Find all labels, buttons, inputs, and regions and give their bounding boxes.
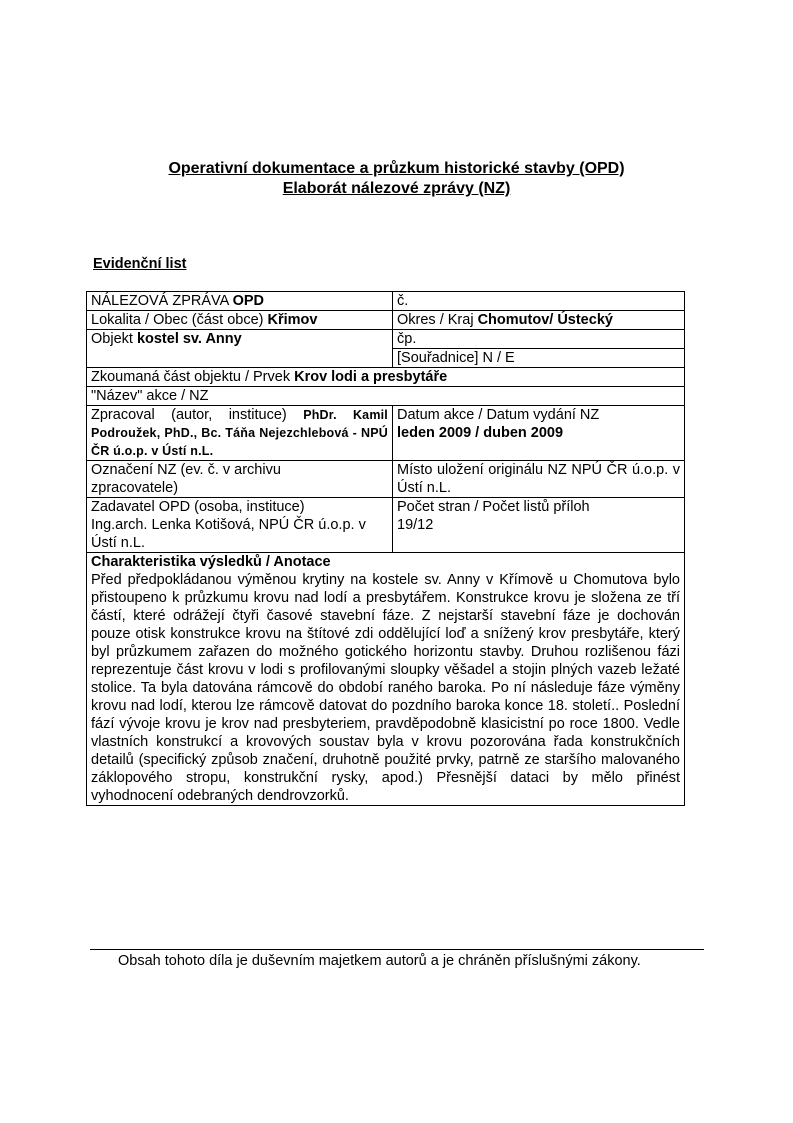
action-name-label: "Název" akce / NZ: [91, 388, 209, 404]
document-subtitle: Elaborát nálezové zprávy (NZ): [282, 180, 511, 197]
section-heading: Evidenční list: [93, 256, 187, 272]
nz-designation-label: Označení NZ (ev. č. v archivu: [91, 462, 281, 478]
storage-label: Místo uložení originálu NZ NPÚ ČR ú.o.p. v Ústí n.L.: [397, 462, 680, 496]
locality-cell: [87, 311, 393, 330]
house-number-label: čp.: [397, 331, 417, 347]
table-row: [87, 553, 685, 806]
district-cell: [393, 311, 685, 330]
record-table: [86, 291, 685, 806]
page-count-cell: [393, 498, 685, 553]
document-title: Operativní dokumentace a průzkum historické stavby (OPD): [168, 160, 625, 177]
table-row: [87, 368, 685, 387]
table-row: [87, 311, 685, 330]
examined-part-label: Zkoumaná část objektu / Prvek: [91, 369, 295, 385]
locality-value: Křimov: [267, 312, 318, 328]
table-row: [87, 406, 685, 461]
author-label: Zpracoval (autor, instituce): [91, 407, 304, 423]
date-label: Datum akce / Datum vydání NZ: [397, 407, 600, 423]
district-label: Okres / Kraj: [397, 312, 478, 328]
author-value: PhDr. Kamil Podroužek, PhD., Bc. Táňa Nejezchlebová - NPÚ ČR ú.o.p. v Ústí n.L.: [91, 408, 388, 458]
date-cell: [393, 406, 685, 461]
nz-designation-label-cont: zpracovatele): [91, 480, 179, 496]
examined-part-cell: [87, 368, 685, 387]
district-value: Chomutov/ Ústecký: [477, 312, 613, 328]
examined-part-value: Krov lodi a presbytáře: [294, 369, 448, 385]
object-label: Objekt: [91, 331, 137, 347]
locality-label: Lokalita / Obec (část obce): [91, 312, 268, 328]
table-row: [87, 461, 685, 498]
table-row: [87, 330, 685, 349]
house-number-cell: [393, 330, 685, 349]
object-cell: [87, 330, 393, 368]
author-cell: [87, 406, 393, 461]
report-type-label: NÁLEZOVÁ ZPRÁVA: [91, 293, 233, 309]
report-number-label: č.: [397, 293, 409, 309]
nz-designation-cell: [87, 461, 393, 498]
report-type-value: OPD: [232, 293, 264, 309]
page-count-label: Počet stran / Počet listů příloh: [397, 499, 590, 515]
coordinates-cell: [393, 349, 685, 368]
table-row: [87, 387, 685, 406]
client-label: Zadavatel OPD (osoba, instituce): [91, 499, 305, 515]
client-value: Ing.arch. Lenka Kotišová, NPÚ ČR ú.o.p. v Ústí n.L.: [91, 517, 366, 551]
annotation-cell: [87, 553, 685, 806]
annotation-heading: Charakteristika výsledků / Anotace: [91, 554, 331, 570]
table-row: [87, 498, 685, 553]
annotation-text: Před předpokládanou výměnou krytiny na kostele sv. Anny v Křímově u Chomutova bylo přistoupeno k průzkumu krovu nad lodí a presbytářem. Konstrukce krovu je složena ze tří částí, které odrážejí čtyři časové stavební fáze. Z nejstarší stavební fáze je dochován pouze otisk konstrukce krovu na štítové zdi oddělující loď a snížený krov presbytáře, který byl průzkumem zařazen do možného gotického horizontu stavby. Druhou rozlišenou fázi reprezentuje část krovu v lodi s profilovanými sloupky věšadel a stojin plných vazeb ležaté stolice. Ta byla datována rámcově do období raného baroka. Po ní následuje fáze výměny krovu nad lodí, kterou lze rámcově datovat do pozdního baroka konce 18. století.. Poslední fází vývoje krovu je krov nad presbyteriem, pravděpodobně klasicistní po roce 1800. Vedle vlastních konstrukcí a krovových soustav byla v krovu pozorována řada konstrukčních detailů (specifický způsob značení, druhotně použité prvky, patrně ze staršího malovaného záklopového stropu, konstrukční rysky, apod.) Přesnější dataci by mělo přinést vyhodnocení odebraných dendrovzorků.: [91, 572, 680, 804]
footer-divider: [90, 949, 704, 950]
page-count-value: 19/12: [397, 517, 434, 533]
report-number-cell: [393, 292, 685, 311]
coordinates-label: [Souřadnice] N / E: [397, 350, 515, 366]
storage-cell: [393, 461, 685, 498]
date-value: leden 2009 / duben 2009: [397, 425, 564, 441]
copyright-footer: Obsah tohoto díla je duševním majetkem autorů a je chráněn příslušnými zákony.: [118, 953, 641, 969]
client-cell: [87, 498, 393, 553]
table-row: [87, 292, 685, 311]
report-type-cell: [87, 292, 393, 311]
action-name-cell: [87, 387, 685, 406]
object-value: kostel sv. Anny: [136, 331, 242, 347]
